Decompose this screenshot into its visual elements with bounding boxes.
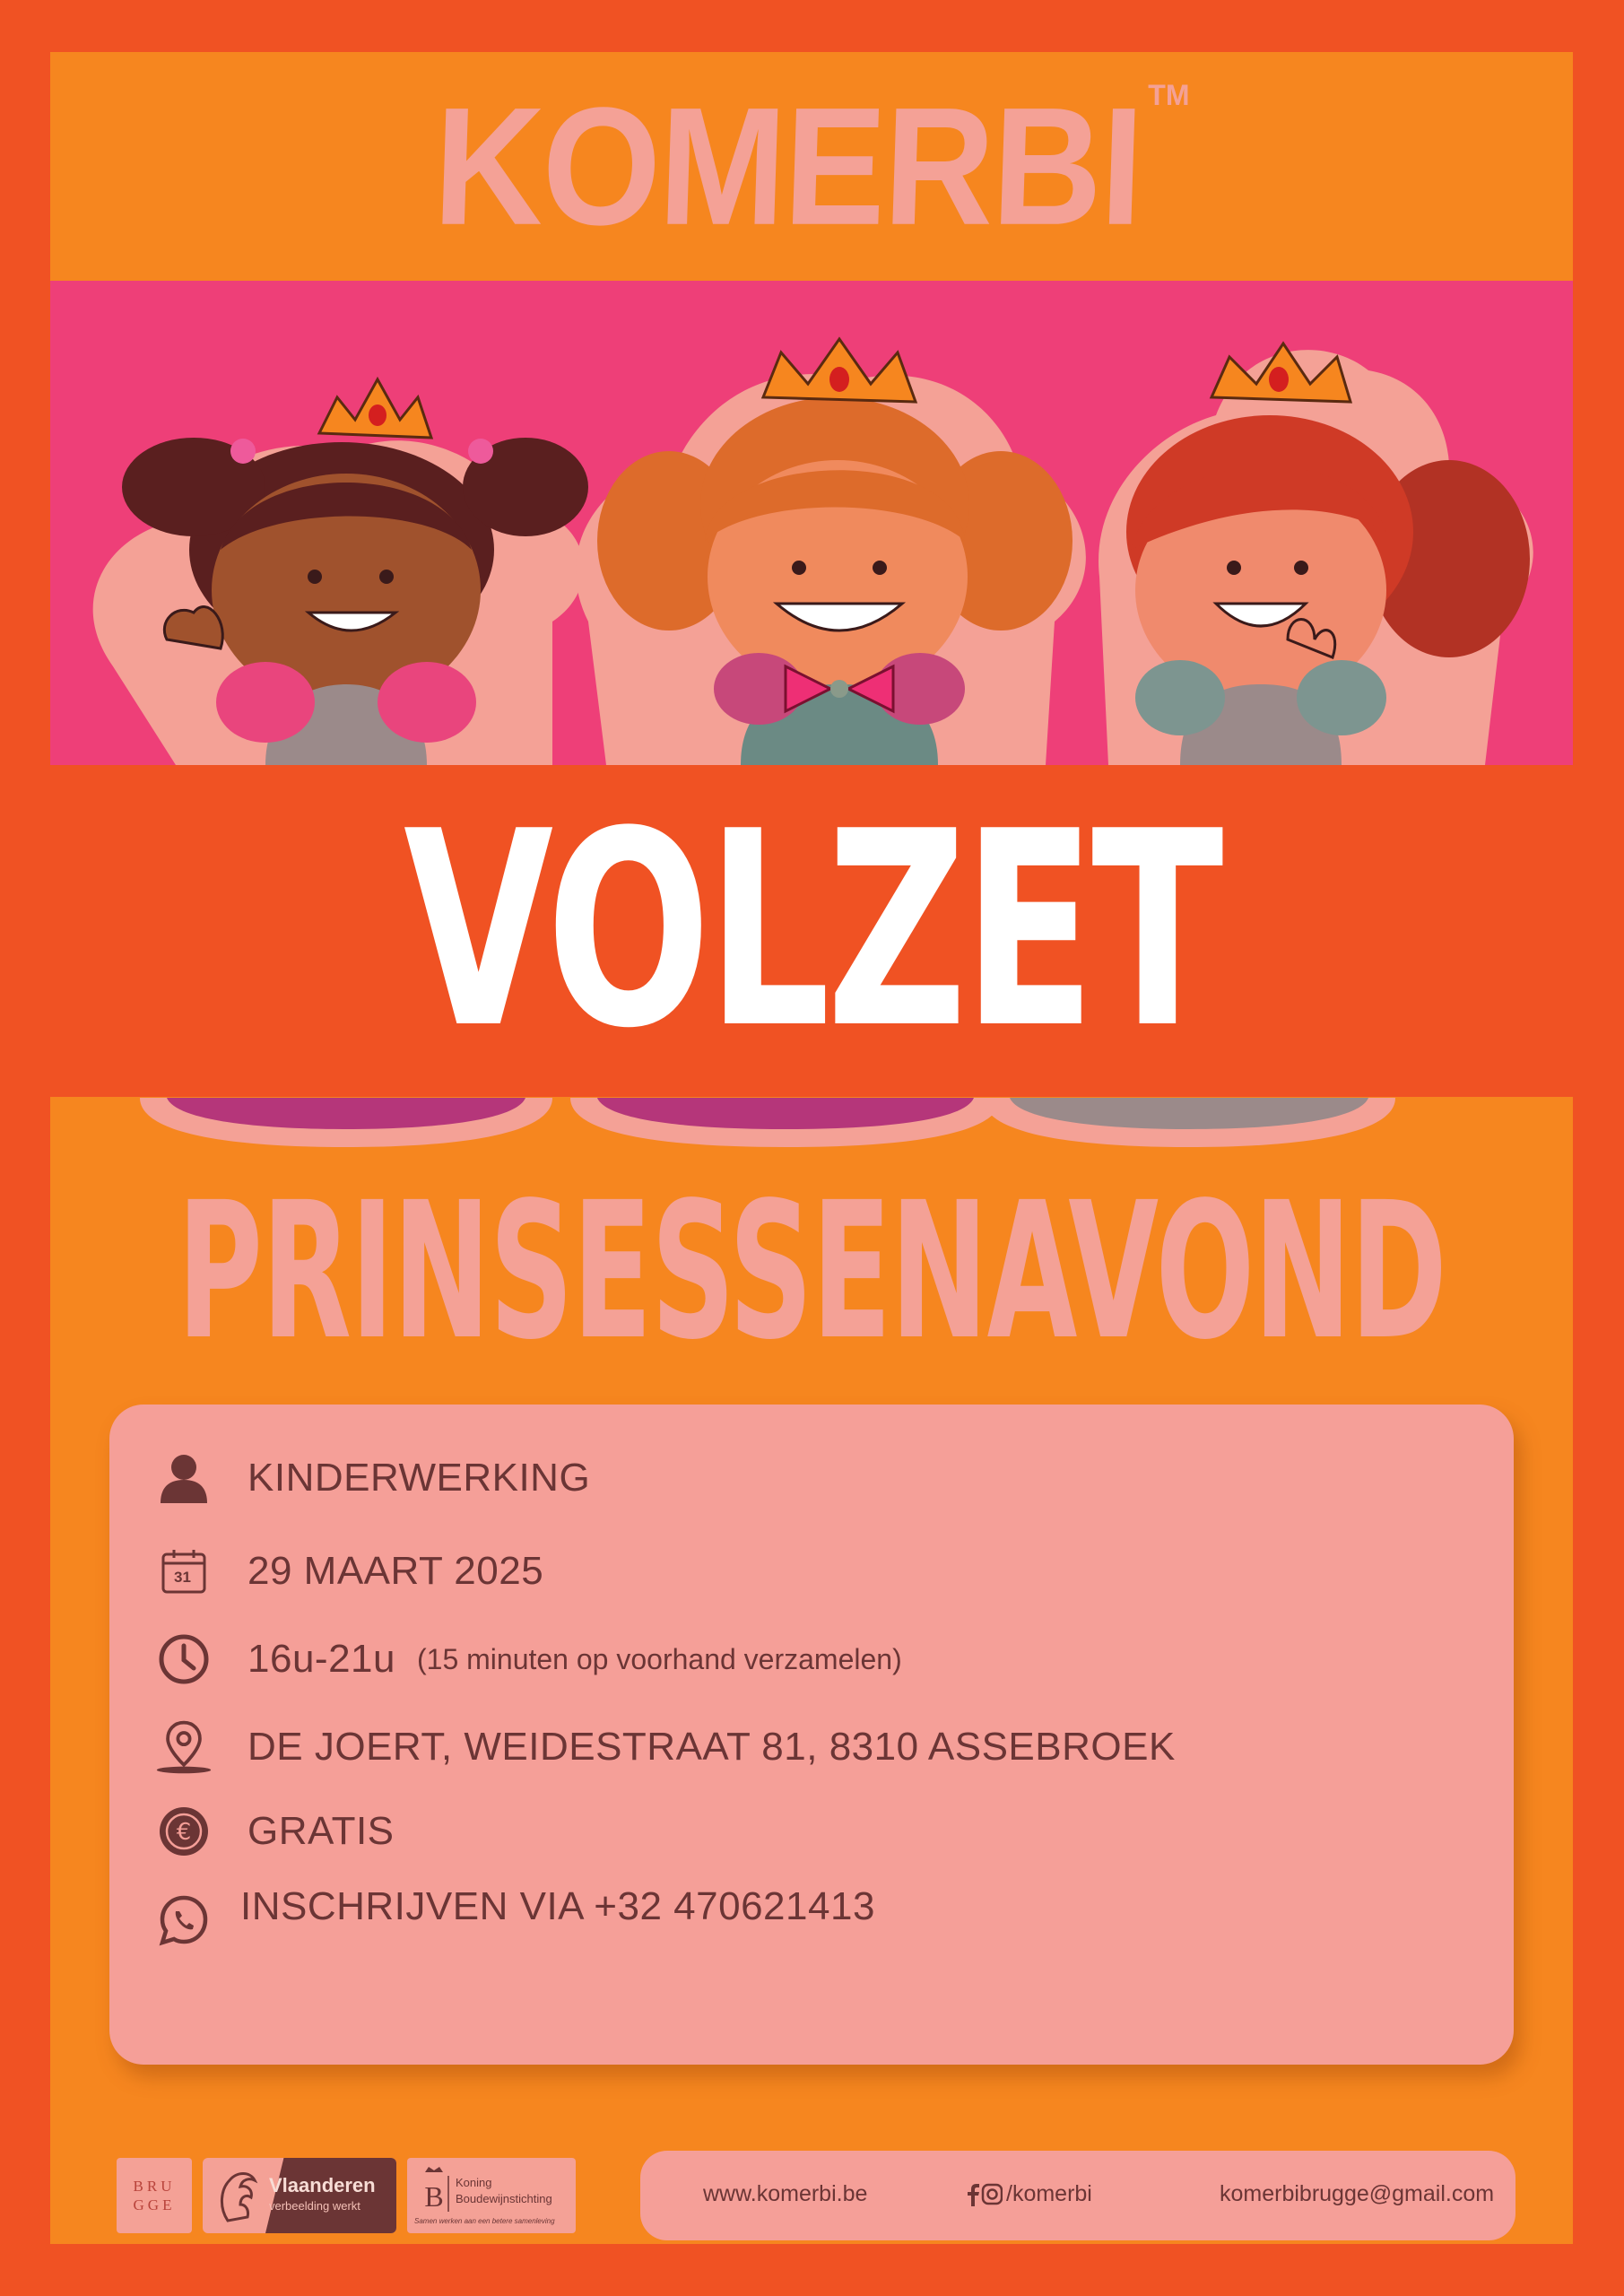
brand-header xyxy=(50,52,1573,281)
kbs-tagline: Samen werken aan een betere samenleving xyxy=(414,2217,555,2225)
lion-icon xyxy=(210,2158,273,2233)
info-registration xyxy=(154,1871,875,1943)
info-location xyxy=(154,1711,1176,1783)
princess-skirts xyxy=(50,1098,1573,1152)
social-handle[interactable]: /komerbi xyxy=(1006,2181,1092,2206)
brugge-logo: BRU GGE xyxy=(117,2158,192,2233)
audience-text: KINDERWERKING xyxy=(248,1456,591,1500)
kbs-line2: Boudewijnstichting xyxy=(456,2192,552,2205)
time-note-text: (15 minuten op voorhand verzamelen) xyxy=(416,1642,902,1675)
crown-b-icon xyxy=(416,2163,452,2213)
website-link[interactable]: www.komerbi.be xyxy=(703,2181,868,2206)
brand-trademark: TM xyxy=(1148,79,1190,111)
princess-middle xyxy=(576,339,1086,765)
event-info-card xyxy=(109,1405,1514,2065)
poster-frame xyxy=(50,52,1573,2244)
time-text: 16u-21u xyxy=(248,1637,395,1681)
vlaanderen-logo xyxy=(203,2158,396,2233)
footer xyxy=(117,2151,1515,2233)
euro-coin-icon xyxy=(154,1802,213,1861)
princess-right xyxy=(1099,344,1533,765)
person-icon xyxy=(154,1448,213,1508)
princess-left xyxy=(93,379,588,765)
facebook-icon xyxy=(968,2184,979,2206)
date-text: 29 MAART 2025 xyxy=(248,1549,544,1593)
event-title xyxy=(50,1161,1573,1381)
registration-text: INSCHRIJVEN VIA +32 470621413 xyxy=(240,1884,875,1928)
vlaanderen-name: Vlaanderen xyxy=(269,2174,376,2196)
info-price xyxy=(154,1796,395,1867)
svg-text:B: B xyxy=(424,2180,444,2213)
social-icons xyxy=(963,2183,1003,2213)
whatsapp-icon xyxy=(154,1891,213,1950)
calendar-icon xyxy=(154,1542,213,1601)
price-text: GRATIS xyxy=(248,1809,395,1853)
info-time xyxy=(154,1623,902,1695)
event-title-text: PRINSESSENAVOND xyxy=(177,1161,1446,1381)
vlaanderen-tagline: verbeelding werkt xyxy=(269,2199,360,2213)
info-date xyxy=(154,1535,543,1607)
calendar-day: 31 xyxy=(174,1569,191,1586)
status-volzet: VOLZET xyxy=(403,774,1220,1087)
contact-bar xyxy=(640,2151,1515,2240)
svg-text:€: € xyxy=(176,1819,192,1846)
kbs-line1: Koning xyxy=(456,2176,492,2189)
location-text: DE JOERT, WEIDESTRAAT 81, 8310 ASSEBROEK xyxy=(248,1725,1176,1769)
clock-icon xyxy=(154,1630,213,1689)
info-audience xyxy=(154,1442,590,1514)
email-link[interactable]: komerbibrugge@gmail.com xyxy=(1220,2181,1495,2206)
princesses-artwork xyxy=(50,281,1573,765)
instagram-icon xyxy=(983,2185,1002,2204)
location-pin-icon xyxy=(154,1718,213,1777)
princess-illustration xyxy=(50,281,1573,765)
status-banner xyxy=(50,765,1573,1097)
koning-boudewijnstichting-logo xyxy=(407,2158,576,2233)
brand-logo: KOMERBI xyxy=(430,73,1144,260)
